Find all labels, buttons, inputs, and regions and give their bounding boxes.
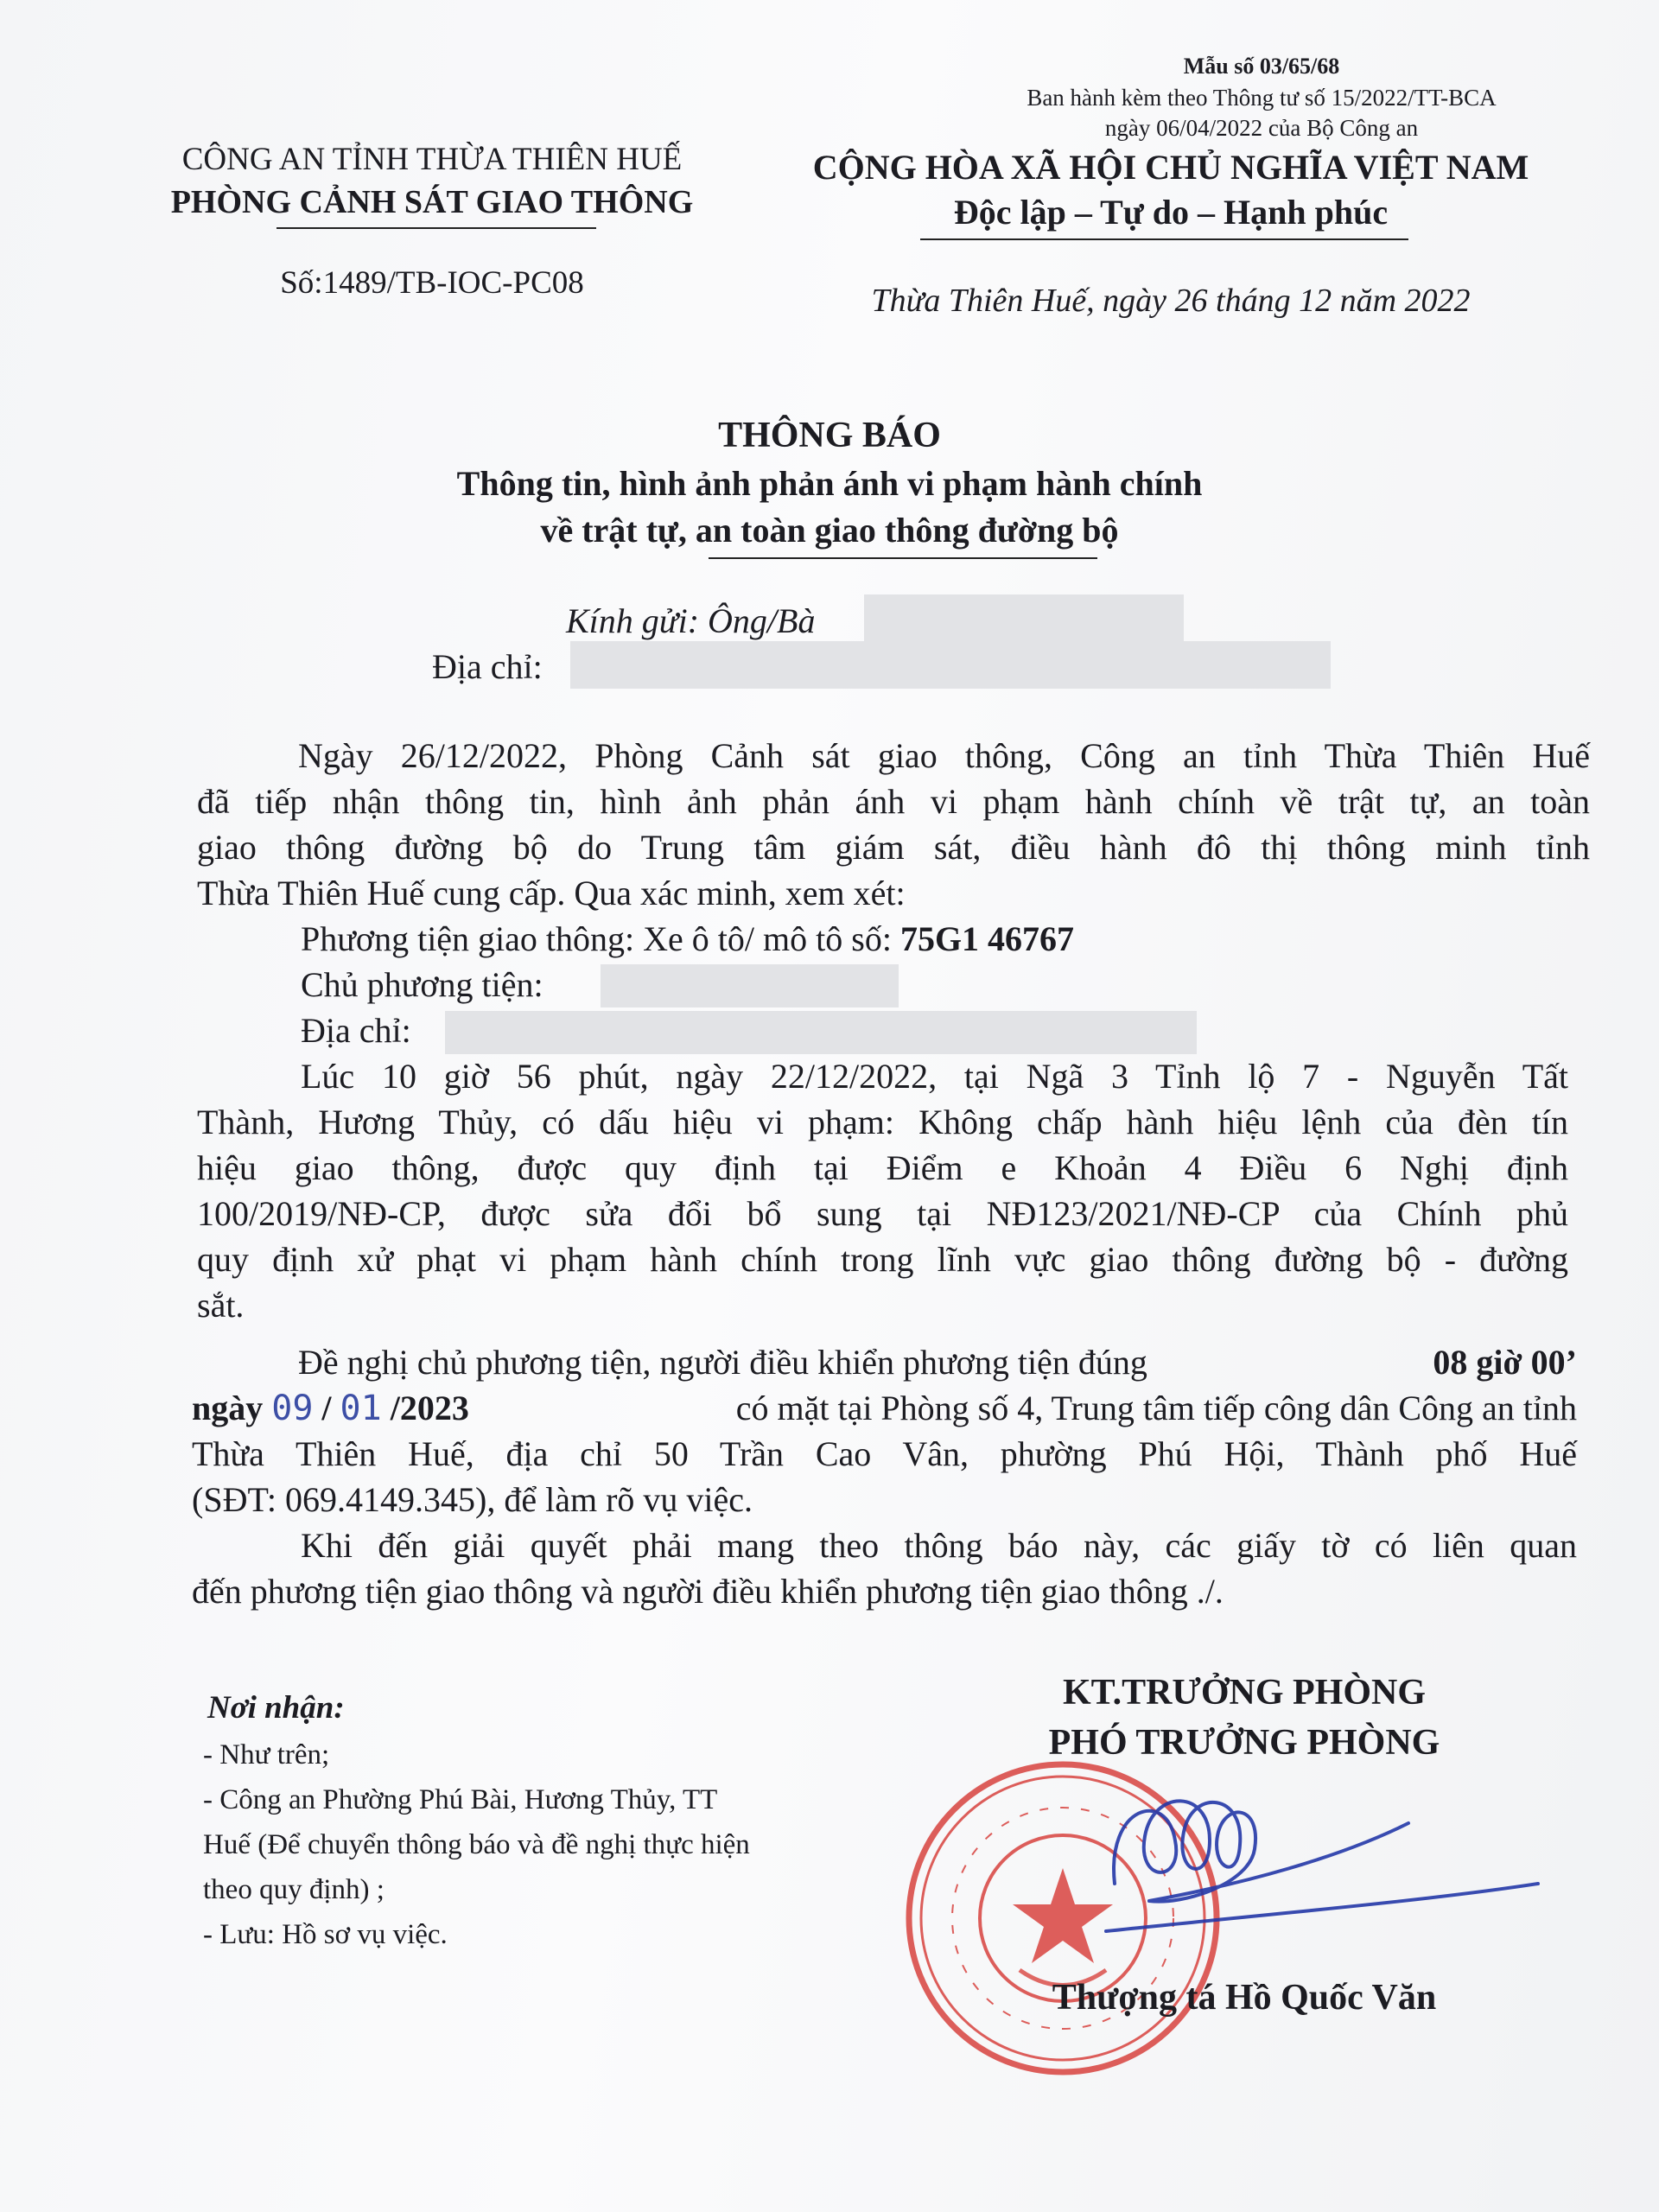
para2-line5: quy định xử phạt vi phạm hành chính trong lĩnh vực giao thông đường bộ - đường — [197, 1240, 1568, 1279]
country-name: CỘNG HÒA XÃ HỘI CHỦ NGHĨA VIỆT NAM — [812, 148, 1529, 187]
motto: Độc lập – Tự do – Hạnh phúc — [953, 193, 1389, 232]
signer-name: Thượng tá Hồ Quốc Văn — [1052, 1978, 1437, 2018]
document-subtitle-2: về trật tự, an toàn giao thông đường bộ — [540, 511, 1119, 550]
redacted-recipient-address — [570, 641, 1331, 689]
para2-line6: sắt. — [197, 1286, 245, 1325]
para1-line3: giao thông đường bộ do Trung tâm giám sát, điều hành đô thị thông minh tỉnh — [197, 828, 1590, 867]
ngay-label: ngày — [192, 1389, 264, 1427]
redacted-owner-address — [445, 1011, 1197, 1054]
agency-underline — [276, 227, 596, 229]
owner-address-label: Địa chỉ: — [301, 1011, 411, 1050]
handwritten-signature — [1054, 1754, 1573, 1961]
para2-line2: Thành, Hương Thủy, có dấu hiệu vi phạm: Không chấp hành hiệu lệnh của đèn tín — [197, 1103, 1568, 1141]
agency-name: PHÒNG CẢNH SÁT GIAO THÔNG — [170, 184, 694, 220]
para3-request: Đề nghị chủ phương tiện, người điều khiển phương tiện đúng — [298, 1343, 1147, 1382]
document-title: THÔNG BÁO — [718, 416, 941, 455]
motto-underline — [920, 238, 1408, 240]
appointment-time: 08 giờ 00’ — [1433, 1343, 1577, 1382]
vehicle-label: Phương tiện giao thông: Xe ô tô/ mô tô số: — [301, 919, 892, 958]
recipients-item-3: - Lưu: Hồ sơ vụ việc. — [203, 1919, 448, 1950]
para3-line4: (SĐT: 069.4149.345), để làm rõ vụ việc. — [192, 1480, 753, 1519]
para2-line1: Lúc 10 giờ 56 phút, ngày 22/12/2022, tại Ngã 3 Tỉnh lộ 7 - Nguyễn Tất — [301, 1057, 1568, 1096]
signature-title-2: PHÓ TRƯỞNG PHÒNG — [1048, 1723, 1440, 1763]
document-subtitle-1: Thông tin, hình ảnh phản ánh vi phạm hành chính — [456, 464, 1203, 503]
recipients-item-2-line2: Huế (Để chuyển thông báo và đề nghị thực hiện — [203, 1829, 750, 1860]
para1-line1: Ngày 26/12/2022, Phòng Cảnh sát giao thông, Công an tỉnh Thừa Thiên Huế — [298, 736, 1590, 775]
license-plate: 75G1 46767 — [899, 919, 1075, 958]
document-number: Số:1489/TB-IOC-PC08 — [280, 265, 584, 301]
para3-line3: Thừa Thiên Huế, địa chỉ 50 Trần Cao Vân, phường Phú Hội, Thành phố Huế — [192, 1434, 1577, 1473]
redacted-owner-name — [601, 964, 899, 1007]
form-issued-by: Ban hành kèm theo Thông tư số 15/2022/TT-BCA — [1027, 85, 1497, 111]
date-slash: / — [321, 1389, 332, 1427]
form-number: Mẫu số 03/65/68 — [1183, 54, 1340, 79]
recipient-address-label: Địa chỉ: — [432, 647, 543, 686]
place-date: Thừa Thiên Huế, ngày 26 tháng 12 năm 2022 — [871, 283, 1471, 319]
para4-line2: đến phương tiện giao thông và người điều khiển phương tiện giao thông ./. — [192, 1572, 1224, 1611]
para3-line1 — [298, 1339, 1577, 1386]
handwritten-day: 09 — [271, 1389, 314, 1428]
redacted-recipient-name — [864, 594, 1184, 642]
para2-line3: hiệu giao thông, được quy định tại Điểm e Khoản 4 Điều 6 Nghị định — [197, 1148, 1568, 1187]
recipients-heading: Nơi nhận: — [207, 1690, 345, 1726]
vehicle-line — [301, 916, 1074, 963]
recipients-item-1: - Như trên; — [203, 1739, 330, 1770]
handwritten-month: 01 — [340, 1389, 382, 1428]
para3-location: có mặt tại Phòng số 4, Trung tâm tiếp công dân Công an tỉnh — [735, 1389, 1577, 1427]
title-underline — [709, 557, 1097, 559]
form-issued-date: ngày 06/04/2022 của Bộ Công an — [1104, 115, 1419, 141]
para1-line2: đã tiếp nhận thông tin, hình ảnh phản ánh vi phạm hành chính về trật tự, an toàn — [197, 782, 1590, 821]
recipients-item-2-line1: - Công an Phường Phú Bài, Hương Thủy, TT — [203, 1784, 718, 1815]
agency-parent: CÔNG AN TỈNH THỪA THIÊN HUẾ — [181, 142, 683, 177]
owner-label: Chủ phương tiện: — [301, 965, 543, 1004]
para4-line1: Khi đến giải quyết phải mang theo thông báo này, các giấy tờ có liên quan — [301, 1526, 1577, 1565]
recipient-label: Kính gửi: Ông/Bà — [566, 601, 816, 640]
signature-title-1: KT.TRƯỞNG PHÒNG — [1063, 1673, 1426, 1713]
appointment-date — [192, 1385, 469, 1433]
para3-line2 — [192, 1385, 1577, 1433]
recipients-item-2-line3: theo quy định) ; — [203, 1874, 385, 1905]
para1-line4: Thừa Thiên Huế cung cấp. Qua xác minh, xem xét: — [197, 874, 906, 912]
appointment-year: /2023 — [390, 1389, 469, 1427]
para2-line4: 100/2019/NĐ-CP, được sửa đổi bổ sung tại NĐ123/2021/NĐ-CP của Chính phủ — [197, 1194, 1568, 1233]
